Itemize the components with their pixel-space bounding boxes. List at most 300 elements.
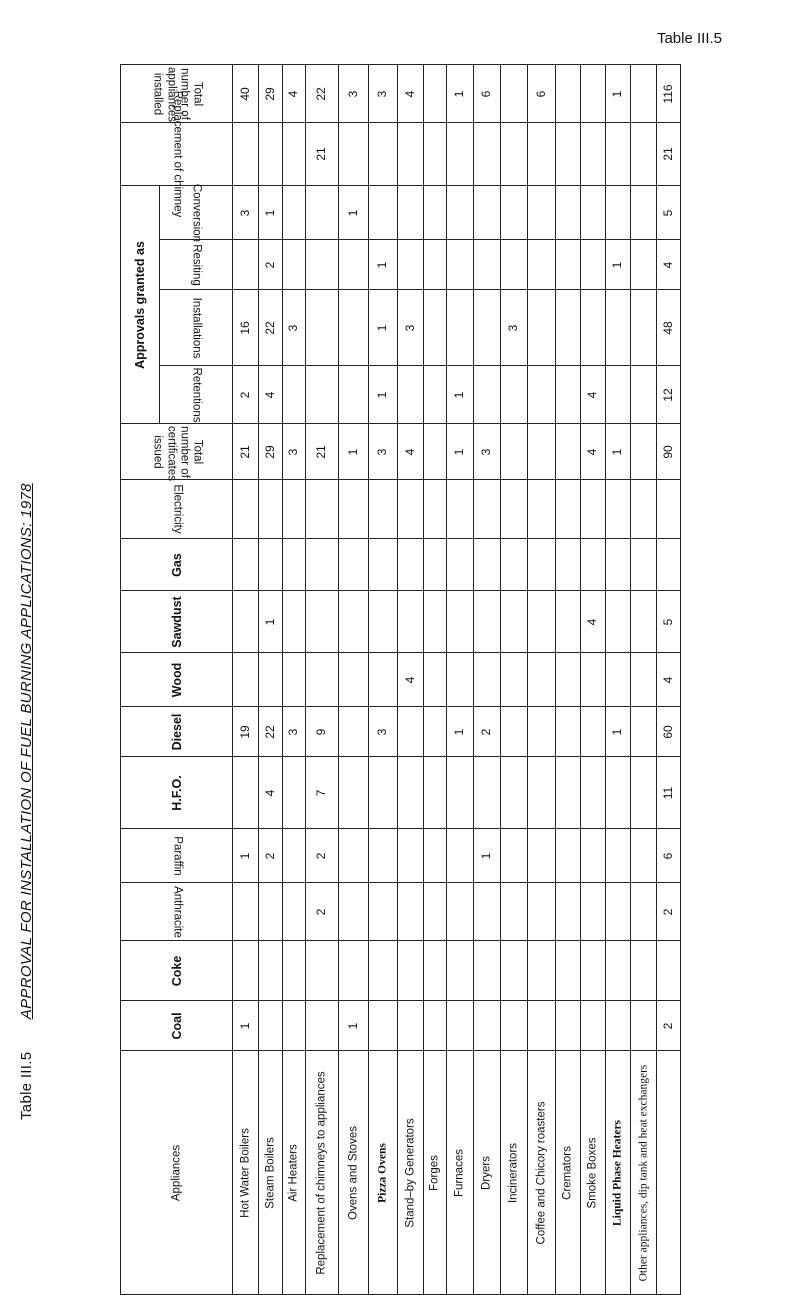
total-value: 6: [660, 852, 675, 859]
cell-anthracite: [631, 883, 657, 941]
appliance-name: Dryers: [480, 1155, 493, 1190]
cell-retentions: [556, 366, 581, 424]
cell-total-installed: [339, 65, 369, 123]
cell-total-installed: [501, 65, 528, 123]
row-resiting: [121, 240, 681, 290]
cell-value: 3: [345, 90, 360, 97]
cell-sawdust: [528, 591, 556, 653]
cell-paraffin: [339, 829, 369, 883]
appliance-name-cell: [528, 1051, 556, 1295]
cell-sawdust: [369, 591, 398, 653]
cell-anthracite: [474, 883, 501, 941]
row-electricity: [121, 480, 681, 539]
total-diesel: [657, 707, 681, 757]
cell-sawdust: [501, 591, 528, 653]
cell-value: 2: [479, 728, 494, 735]
header-label-paraffin: Paraffin: [171, 835, 184, 876]
cell-electricity: [259, 480, 283, 539]
cell-hfo: [369, 757, 398, 829]
cell-coal: [501, 1001, 528, 1051]
header-label-gas: Gas: [169, 552, 184, 577]
cell-certificates: [474, 424, 501, 480]
header-label-sawdust: Sawdust: [169, 595, 184, 648]
cell-value: 3: [286, 324, 301, 331]
cell-electricity: [447, 480, 474, 539]
cell-value: 21: [314, 147, 329, 161]
cell-hfo: [339, 757, 369, 829]
cell-replacement: [556, 123, 581, 186]
cell-electricity: [474, 480, 501, 539]
cell-resiting: [259, 240, 283, 290]
cell-replacement: [501, 123, 528, 186]
cell-value: 4: [402, 448, 417, 455]
cell-gas: [306, 539, 339, 591]
appliance-name-cell: [398, 1051, 424, 1295]
cell-retentions: [369, 366, 398, 424]
cell-sawdust: [581, 591, 606, 653]
cell-coal: [369, 1001, 398, 1051]
table-title: APPROVAL FOR INSTALLATION OF FUEL BURNING APPLICATIONS: 1978: [18, 483, 35, 1020]
cell-electricity: [283, 480, 306, 539]
total-value: 90: [660, 444, 675, 459]
cell-hfo: [501, 757, 528, 829]
cell-gas: [581, 539, 606, 591]
cell-gas: [369, 539, 398, 591]
total-value: 60: [660, 724, 675, 739]
cell-coke: [233, 941, 259, 1001]
row-total-installed: [121, 65, 681, 123]
cell-conversion: [528, 186, 556, 240]
cell-conversion: [631, 186, 657, 240]
cell-total-installed: [424, 65, 447, 123]
cell-diesel: [339, 707, 369, 757]
cell-value: 4: [262, 391, 277, 398]
cell-sawdust: [606, 591, 631, 653]
header-label-conversion: Conversion: [190, 183, 203, 242]
total-sawdust: [657, 591, 681, 653]
cell-coal: [581, 1001, 606, 1051]
cell-certificates: [631, 424, 657, 480]
cell-coke: [501, 941, 528, 1001]
cell-anthracite: [528, 883, 556, 941]
cell-value: 1: [375, 324, 390, 331]
header-label-retentions: Retentions: [190, 367, 203, 422]
cell-total-installed: [369, 65, 398, 123]
cell-value: 1: [452, 90, 467, 97]
header-label-resiting: Resiting: [190, 243, 203, 286]
header-anthracite: [121, 883, 233, 941]
cell-replacement: [339, 123, 369, 186]
cell-value: 3: [286, 728, 301, 735]
appliance-name-cell: [631, 1051, 657, 1295]
row-hfo: [121, 757, 681, 829]
header-electricity: [121, 480, 233, 539]
row-paraffin: [121, 829, 681, 883]
cell-hfo: [581, 757, 606, 829]
cell-sawdust: [259, 591, 283, 653]
cell-hfo: [606, 757, 631, 829]
appliance-name-cell: [581, 1051, 606, 1295]
appliance-name: Incinerators: [507, 1142, 520, 1203]
cell-anthracite: [233, 883, 259, 941]
cell-hfo: [259, 757, 283, 829]
cell-paraffin: [631, 829, 657, 883]
approvals-group-header: [121, 186, 160, 424]
cell-anthracite: [501, 883, 528, 941]
cell-coke: [631, 941, 657, 1001]
cell-resiting: [339, 240, 369, 290]
cell-diesel: [233, 707, 259, 757]
cell-diesel: [581, 707, 606, 757]
approvals-table: [120, 64, 681, 1295]
cell-coal: [606, 1001, 631, 1051]
cell-gas: [528, 539, 556, 591]
cell-value: 1: [237, 852, 252, 859]
cell-anthracite: [283, 883, 306, 941]
cell-electricity: [369, 480, 398, 539]
cell-hfo: [474, 757, 501, 829]
cell-paraffin: [556, 829, 581, 883]
total-value: 2: [660, 1022, 675, 1029]
header-wood: [121, 653, 233, 707]
cell-value: 6: [479, 90, 494, 97]
cell-gas: [339, 539, 369, 591]
header-gas: [121, 539, 233, 591]
cell-value: 4: [585, 618, 600, 625]
cell-installations: [259, 290, 283, 366]
cell-hfo: [631, 757, 657, 829]
row-coal: [121, 1001, 681, 1051]
header-coke: [121, 941, 233, 1001]
cell-resiting: [233, 240, 259, 290]
appliance-name: Air Heaters: [287, 1143, 300, 1202]
cell-value: 3: [402, 324, 417, 331]
cell-installations: [606, 290, 631, 366]
cell-coal: [283, 1001, 306, 1051]
cell-conversion: [283, 186, 306, 240]
cell-coal: [233, 1001, 259, 1051]
cell-coke: [606, 941, 631, 1001]
appliance-name: Smoke Boxes: [586, 1137, 599, 1208]
cell-replacement: [447, 123, 474, 186]
header-hfo: [121, 757, 233, 829]
cell-hfo: [233, 757, 259, 829]
row-conversion: [121, 186, 681, 240]
cell-total-installed: [283, 65, 306, 123]
cell-anthracite: [306, 883, 339, 941]
appliance-name: Hot Water Boilers: [238, 1127, 251, 1218]
cell-resiting: [398, 240, 424, 290]
cell-value: 29: [262, 86, 277, 101]
cell-wood: [556, 653, 581, 707]
cell-installations: [233, 290, 259, 366]
cell-value: 2: [314, 908, 329, 915]
cell-conversion: [474, 186, 501, 240]
header-label-electricity: Electricity: [171, 484, 184, 534]
appliance-total-cell: [657, 1051, 681, 1295]
cell-resiting: [501, 240, 528, 290]
total-value: 5: [660, 618, 675, 625]
header-label-total-installed: Total number of appliances installed: [151, 66, 203, 122]
cell-diesel: [631, 707, 657, 757]
cell-total-installed: [259, 65, 283, 123]
cell-diesel: [474, 707, 501, 757]
cell-conversion: [339, 186, 369, 240]
header-label-coke: Coke: [169, 955, 184, 986]
cell-hfo: [528, 757, 556, 829]
cell-paraffin: [283, 829, 306, 883]
cell-replacement: [631, 123, 657, 186]
cell-wood: [398, 653, 424, 707]
cell-hfo: [424, 757, 447, 829]
cell-diesel: [369, 707, 398, 757]
cell-value: 21: [237, 444, 252, 459]
cell-wood: [631, 653, 657, 707]
cell-value: 3: [375, 448, 390, 455]
row-appliances: [121, 1051, 681, 1295]
cell-wood: [233, 653, 259, 707]
appliance-name: Other appliances, dip tank and heat exchangers: [636, 1064, 649, 1281]
cell-wood: [424, 653, 447, 707]
cell-retentions: [283, 366, 306, 424]
cell-value: 3: [375, 90, 390, 97]
cell-installations: [398, 290, 424, 366]
cell-anthracite: [581, 883, 606, 941]
cell-value: 1: [262, 618, 277, 625]
cell-retentions: [501, 366, 528, 424]
cell-sawdust: [339, 591, 369, 653]
cell-paraffin: [606, 829, 631, 883]
cell-total-installed: [474, 65, 501, 123]
cell-installations: [631, 290, 657, 366]
approvals-group-label: Approvals granted as: [132, 240, 147, 369]
cell-gas: [631, 539, 657, 591]
cell-resiting: [474, 240, 501, 290]
cell-value: 4: [402, 676, 417, 683]
total-value: 2: [660, 908, 675, 915]
cell-total-installed: [306, 65, 339, 123]
row-retentions: [121, 366, 681, 424]
cell-total-installed: [556, 65, 581, 123]
cell-value: 1: [345, 209, 360, 216]
cell-total-installed: [398, 65, 424, 123]
cell-sawdust: [631, 591, 657, 653]
cell-certificates: [424, 424, 447, 480]
cell-value: 3: [286, 448, 301, 455]
cell-installations: [424, 290, 447, 366]
row-wood: [121, 653, 681, 707]
cell-diesel: [606, 707, 631, 757]
header-installations: [160, 290, 233, 366]
cell-diesel: [306, 707, 339, 757]
cell-anthracite: [424, 883, 447, 941]
cell-coke: [581, 941, 606, 1001]
total-value: 12: [660, 387, 675, 402]
total-installations: [657, 290, 681, 366]
total-conversion: [657, 186, 681, 240]
header-label-wood: Wood: [169, 662, 184, 697]
cell-value: 4: [585, 391, 600, 398]
cell-installations: [447, 290, 474, 366]
cell-resiting: [606, 240, 631, 290]
cell-value: 2: [237, 391, 252, 398]
total-coke: [657, 941, 681, 1001]
cell-replacement: [398, 123, 424, 186]
row-installations: [121, 290, 681, 366]
cell-sawdust: [424, 591, 447, 653]
appliance-name-cell: [339, 1051, 369, 1295]
appliance-name: Cremators: [561, 1145, 574, 1200]
cell-electricity: [306, 480, 339, 539]
cell-value: 2: [314, 852, 329, 859]
header-label-anthracite: Anthracite: [171, 885, 184, 938]
cell-resiting: [306, 240, 339, 290]
cell-gas: [474, 539, 501, 591]
cell-coal: [474, 1001, 501, 1051]
cell-value: 3: [375, 728, 390, 735]
cell-value: 4: [585, 448, 600, 455]
cell-coke: [474, 941, 501, 1001]
cell-gas: [233, 539, 259, 591]
cell-coke: [369, 941, 398, 1001]
cell-gas: [283, 539, 306, 591]
cell-certificates: [606, 424, 631, 480]
cell-value: 4: [286, 90, 301, 97]
cell-value: 1: [345, 448, 360, 455]
total-value: 21: [660, 147, 675, 161]
cell-wood: [528, 653, 556, 707]
header-label-coal: Coal: [169, 1011, 184, 1040]
cell-installations: [501, 290, 528, 366]
total-resiting: [657, 240, 681, 290]
appliance-name-cell: [306, 1051, 339, 1295]
cell-hfo: [556, 757, 581, 829]
total-wood: [657, 653, 681, 707]
cell-value: 6: [533, 90, 548, 97]
cell-resiting: [631, 240, 657, 290]
total-value: 48: [660, 320, 675, 335]
cell-diesel: [398, 707, 424, 757]
cell-retentions: [424, 366, 447, 424]
cell-anthracite: [556, 883, 581, 941]
total-value: 116: [660, 83, 675, 104]
total-coal: [657, 1001, 681, 1051]
cell-total-installed: [631, 65, 657, 123]
appliance-name-cell: [369, 1051, 398, 1295]
total-value: 4: [660, 261, 675, 268]
cell-coke: [398, 941, 424, 1001]
cell-wood: [306, 653, 339, 707]
cell-value: 22: [262, 320, 277, 335]
cell-certificates: [581, 424, 606, 480]
cell-certificates: [306, 424, 339, 480]
cell-retentions: [306, 366, 339, 424]
total-electricity: [657, 480, 681, 539]
appliance-name: Liquid Phase Heaters: [611, 1119, 624, 1226]
cell-certificates: [501, 424, 528, 480]
cell-value: 3: [237, 209, 252, 216]
cell-retentions: [528, 366, 556, 424]
header-label-appliances: Appliances: [169, 1144, 182, 1201]
cell-paraffin: [581, 829, 606, 883]
cell-replacement: [528, 123, 556, 186]
cell-conversion: [606, 186, 631, 240]
cell-conversion: [424, 186, 447, 240]
cell-paraffin: [447, 829, 474, 883]
appliance-name: Pizza Ovens: [376, 1142, 389, 1203]
cell-hfo: [398, 757, 424, 829]
cell-value: 4: [262, 789, 277, 796]
cell-coal: [339, 1001, 369, 1051]
cell-total-installed: [447, 65, 474, 123]
cell-conversion: [259, 186, 283, 240]
cell-value: 3: [506, 324, 521, 331]
cell-conversion: [581, 186, 606, 240]
cell-coke: [259, 941, 283, 1001]
header-certificates: [121, 424, 233, 480]
cell-value: 3: [479, 448, 494, 455]
total-value: 5: [660, 209, 675, 216]
header-coal: [121, 1001, 233, 1051]
cell-resiting: [424, 240, 447, 290]
header-retentions: [160, 366, 233, 424]
cell-diesel: [283, 707, 306, 757]
header-label-replacement: Replacement of chimney: [171, 90, 184, 218]
cell-replacement: [474, 123, 501, 186]
cell-anthracite: [369, 883, 398, 941]
cell-value: 1: [452, 728, 467, 735]
cell-retentions: [447, 366, 474, 424]
appliance-name-cell: [233, 1051, 259, 1295]
cell-gas: [556, 539, 581, 591]
cell-certificates: [339, 424, 369, 480]
table-number: Table III.5: [18, 1051, 35, 1120]
appliance-name: Forges: [428, 1154, 441, 1191]
cell-electricity: [631, 480, 657, 539]
cell-gas: [424, 539, 447, 591]
cell-retentions: [339, 366, 369, 424]
appliance-name-cell: [556, 1051, 581, 1295]
cell-retentions: [233, 366, 259, 424]
cell-installations: [339, 290, 369, 366]
cell-paraffin: [398, 829, 424, 883]
cell-replacement: [581, 123, 606, 186]
row-sawdust: [121, 591, 681, 653]
cell-diesel: [501, 707, 528, 757]
cell-anthracite: [339, 883, 369, 941]
cell-sawdust: [283, 591, 306, 653]
cell-value: 1: [610, 448, 625, 455]
cell-hfo: [283, 757, 306, 829]
cell-resiting: [581, 240, 606, 290]
appliance-name: Coffee and Chicory roasters: [534, 1101, 547, 1244]
cell-retentions: [398, 366, 424, 424]
appliance-name-cell: [501, 1051, 528, 1295]
header-paraffin: [121, 829, 233, 883]
cell-diesel: [259, 707, 283, 757]
cell-coal: [398, 1001, 424, 1051]
cell-value: 1: [452, 448, 467, 455]
cell-coke: [556, 941, 581, 1001]
cell-value: 19: [237, 724, 252, 739]
cell-conversion: [306, 186, 339, 240]
cell-anthracite: [447, 883, 474, 941]
cell-value: 1: [479, 852, 494, 859]
cell-value: 1: [262, 209, 277, 216]
appliance-name: Stand–by Generators: [403, 1117, 416, 1228]
cell-diesel: [424, 707, 447, 757]
cell-conversion: [447, 186, 474, 240]
